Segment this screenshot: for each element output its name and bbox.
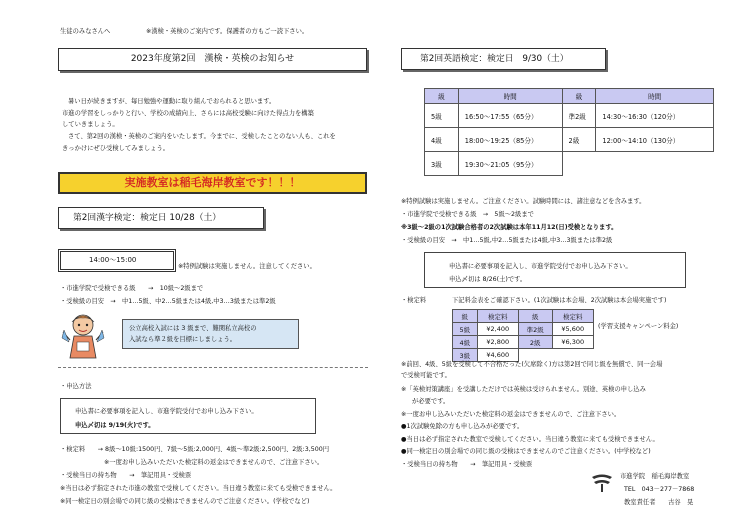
table-row: [425, 128, 714, 152]
fee-cell: ¥5,600: [552, 323, 593, 336]
eiken-fee-label: ・検定料: [401, 297, 427, 304]
schedule-cell: 5級: [425, 104, 459, 128]
fee-cell: 2級: [518, 336, 552, 349]
kanji-time-box: [58, 249, 176, 272]
table-row: [425, 104, 714, 128]
kanji-footnote-1: ※当日は必ず指定された市進の教室で受検してください。当日違う教室に来ても受検できません。: [60, 485, 337, 492]
intro-line-4: さて、第2回の漢検・英検のご案内をいたします。今までに、受検したことのない人も、これを: [68, 133, 336, 140]
eiken-apply-deadline: 申込〆切は 8/26(土)です。: [449, 276, 527, 283]
fee-cell: 5級: [453, 323, 478, 336]
eiken-title-box: [401, 48, 606, 70]
schedule-header: 級: [425, 89, 459, 104]
eiken-fee-caption: 下記料金表をご確認下さい。(1次試験は本会場、2次試験は本会場実施です): [452, 297, 667, 304]
venue-banner-text: 実施教室は稲毛海岸教室です！！！: [124, 176, 301, 189]
schedule-header: 級: [562, 89, 596, 104]
schedule-header: 時間: [596, 89, 714, 104]
campaign-note: (学習支援キャンペーン料金): [598, 323, 679, 330]
kanji-footnote-2: ※同一検定日の別会場での同じ級の受検はできませんのでご注意ください。(学校でなど): [60, 498, 310, 505]
schedule-cell: 19:30～21:05（95分）: [458, 152, 562, 176]
kanji-title: 第2回漢字検定：検定日 10/28（土）: [73, 213, 222, 223]
table-row: [453, 336, 594, 349]
kanji-title-box: [58, 207, 264, 229]
schedule-cell: 12:00～14:10（130分）: [596, 128, 714, 152]
school-name: 市進学院 稲毛海岸教室: [620, 473, 690, 480]
fee-header-row: [453, 310, 594, 323]
fee-cell: ¥6,300: [552, 336, 593, 349]
eiken-note-4: ・受検級の目安 → 中1…5級,中2…5級または4級,中3…3級または準2級: [401, 237, 613, 244]
kanji-time: 14:00～15:00: [89, 256, 137, 264]
schedule-cell: [562, 152, 596, 176]
mascot-illustration: [60, 312, 106, 362]
schedule-cell: 4級: [425, 128, 459, 152]
schedule-cell: 16:50～17:55（65分）: [458, 104, 562, 128]
school-tel: TEL 043－277－7868: [624, 486, 695, 493]
fee-cell: ¥2,800: [477, 336, 518, 349]
eiken-apply-box: [424, 252, 686, 288]
eiken-note2-7: ●当日は必ず指定された教室で受検してください。当日違う教室に来ても受検できません。: [401, 436, 659, 443]
eiken-note2-2: で受検可能です。: [401, 372, 451, 379]
greeting: 生徒のみなさんへ: [60, 28, 111, 35]
schedule-header: 時間: [458, 89, 562, 104]
fee-cell: 4級: [453, 336, 478, 349]
notice: ※漢検・英検のご案内です。保護者の方もご一読下さい。: [146, 28, 309, 35]
fee-cell: [552, 349, 593, 362]
main-title-box: [58, 48, 367, 71]
divider: [58, 367, 368, 368]
kanji-time-note: ※特例試験は実施しません。注意してください。: [178, 263, 316, 270]
kanji-fee-line: ・検定料 → 8級～10級:1500円、7級～5級:2,000円、4級～準2級:2,500円、2級:3,500円: [60, 446, 330, 453]
fee-cell: ¥4,600: [477, 349, 518, 362]
kanji-levels: ・市進学院で受検できる級 → 10級～2級まで: [60, 285, 204, 292]
eiken-belongings: ・受検当日の持ち物 → 筆記用具・受検票: [401, 461, 533, 468]
kanji-advice-line-1: 公立高校入試には 3 級まで、難関私立高校の: [129, 325, 257, 332]
schedule-cell: 18:00～19:25（85分）: [458, 128, 562, 152]
intro-line-2: 市進の学習をしっかりと行い、学校の成績向上、さらには高校受験に向けた得点力を構築: [62, 110, 314, 117]
venue-banner: [58, 172, 367, 194]
eiken-note2-8: ●同一検定日の別会場での同じ級の受検はできませんのでご注意ください。(中学校など): [401, 448, 651, 455]
schedule-cell: 準2級: [562, 104, 596, 128]
table-row: [453, 323, 594, 336]
table-row: [425, 152, 714, 176]
fee-cell: 3級: [453, 349, 478, 362]
fee-cell: ¥2,400: [477, 323, 518, 336]
eiken-note2-5: ※一度お申し込みいただいた検定料の返金はできませんので、ご注意下さい。: [401, 411, 621, 418]
eiken-note2-1: ※前回、4級、5級を受検して不合格だった(欠席除く)方は第2回で同じ級を無償で、同一会場: [401, 361, 663, 368]
eiken-note2-4: が必要です。: [412, 398, 450, 405]
kanji-advice-line-2: 入試なら準２級を目標にしましょう。: [129, 336, 237, 343]
page-title: 2023年度第2回 漢検・英検のお知らせ: [130, 54, 295, 64]
schedule-cell: [596, 152, 714, 176]
eiken-apply-line-1: 申込書に必要事項を記入し、市進学院受付でお申し込み下さい。: [449, 263, 632, 270]
kanji-fee-note: ※一度お申し込みいただいた検定料の返金はできませんので、ご注意下さい。: [104, 459, 324, 466]
fee-cell: [518, 349, 552, 362]
kanji-apply-line-1: 申込書に必要事項を記入し、市進学院受付でお申し込み下さい。: [75, 408, 258, 415]
kanji-advice-box: [122, 319, 299, 349]
eiken-note-2: ・市進学院で受検できる級 → 5級～2級まで: [401, 211, 534, 218]
kanji-apply-deadline: 申込〆切は 9/19(火)です。: [75, 422, 155, 429]
schedule-header-row: [425, 89, 714, 104]
fee-header: 検定料: [477, 310, 518, 323]
schedule-cell: 3級: [425, 152, 459, 176]
school-logo-icon: [590, 470, 614, 494]
fee-cell: 準2級: [518, 323, 552, 336]
schedule-cell: 2級: [562, 128, 596, 152]
kanji-belongings: ・受検当日の持ち物 → 筆記用具・受検票: [60, 472, 192, 479]
kanji-apply-box: [60, 398, 316, 434]
fee-header: 級: [453, 310, 478, 323]
schedule-cell: 14:30～16:30（120分）: [596, 104, 714, 128]
eiken-note-1: ※特例試験は実施しません。ご注意ください。試験時間には、諸注意などを含みます。: [401, 198, 646, 205]
apply-heading: ・申込方法: [60, 383, 92, 390]
eiken-note-3: ※3級～2級の1次試験合格者の2次試験は本年11月12(日)受検となります。: [401, 224, 618, 231]
eiken-title: 第2回英語検定：検定日 9/30（土）: [420, 54, 569, 64]
table-row: [453, 349, 594, 362]
intro-line-5: きっかけにぜひ受検してみましょう。: [62, 145, 170, 152]
intro-line-3: していきましょう。: [62, 121, 119, 128]
eiken-note2-3: ※「英検対策講座」を受講しただけでは英検は受けられません。別途、英検の申し込み: [401, 386, 646, 393]
eiken-note2-6: ●1次試験免除の方も申し込みが必要です。: [401, 423, 524, 430]
fee-header: 検定料: [552, 310, 593, 323]
kanji-target: ・受検級の目安 → 中1…5級、中2…5級または4級,中3…3級または準2級: [60, 298, 276, 305]
school-manager: 教室責任者 古谷 晃: [624, 499, 694, 506]
intro-line-1: 暑い日が続きますが、毎日勉強や運動に取り組んでおられると思います。: [68, 98, 276, 105]
eiken-fee-table: [452, 309, 594, 362]
fee-header: 級: [518, 310, 552, 323]
eiken-schedule-table: [424, 88, 714, 176]
